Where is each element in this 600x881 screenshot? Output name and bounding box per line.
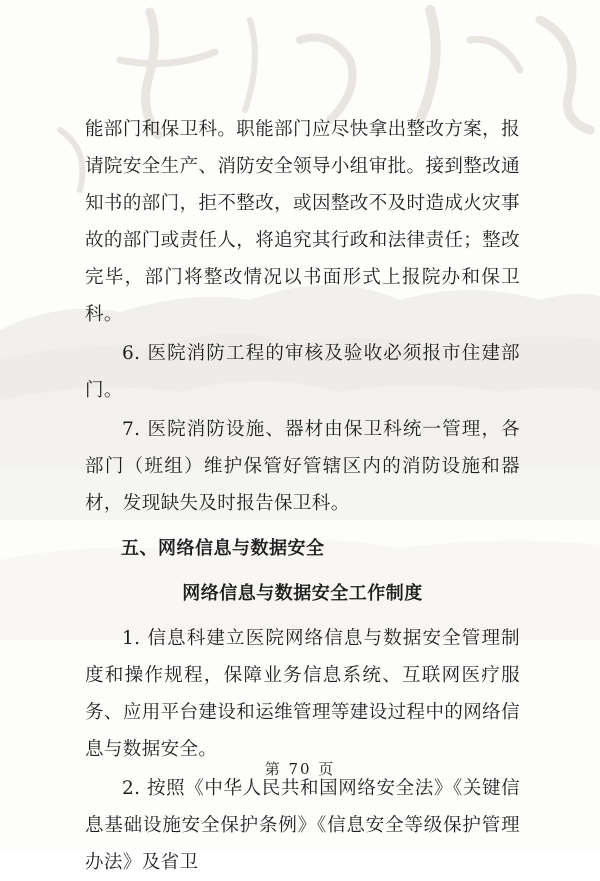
paragraph-item-2: 2. 按照《中华人民共和国网络安全法》《关键信息基础设施安全保护条例》《信息安全等级保护管理办法》及省卫 <box>85 778 520 873</box>
paragraph-continued: 能部门和保卫科。职能部门应尽快拿出整改方案，报请院安全生产、消防安全领导小组审批。接到整改通知书的部门，拒不整改，或因整改不及时造成火灾事故的部门或责任人，将追究其行政和法律责任；整改完毕，部门将整改情况以书面形式上报院办和保卫科。 <box>85 119 520 325</box>
paragraph-item-7: 7. 医院消防设施、器材由保卫科统一管理，各部门（班组）维护保管好管辖区内的消防设施和器材，发现缺失及时报告保卫科。 <box>85 419 520 514</box>
policy-title: 网络信息与数据安全工作制度 <box>182 583 423 604</box>
page-number: 第 70 页 <box>264 760 336 778</box>
paragraph-item-1: 1. 信息科建立医院网络信息与数据安全管理制度和操作规程，保障业务信息系统、互联网医疗服务、应用平台建设和运维管理等建设过程中的网络信息与数据安全。 <box>85 628 520 760</box>
paragraph-item-6: 6. 医院消防工程的审核及验收必须报市住建部门。 <box>85 343 520 401</box>
section-heading: 五、网络信息与数据安全 <box>121 538 325 559</box>
